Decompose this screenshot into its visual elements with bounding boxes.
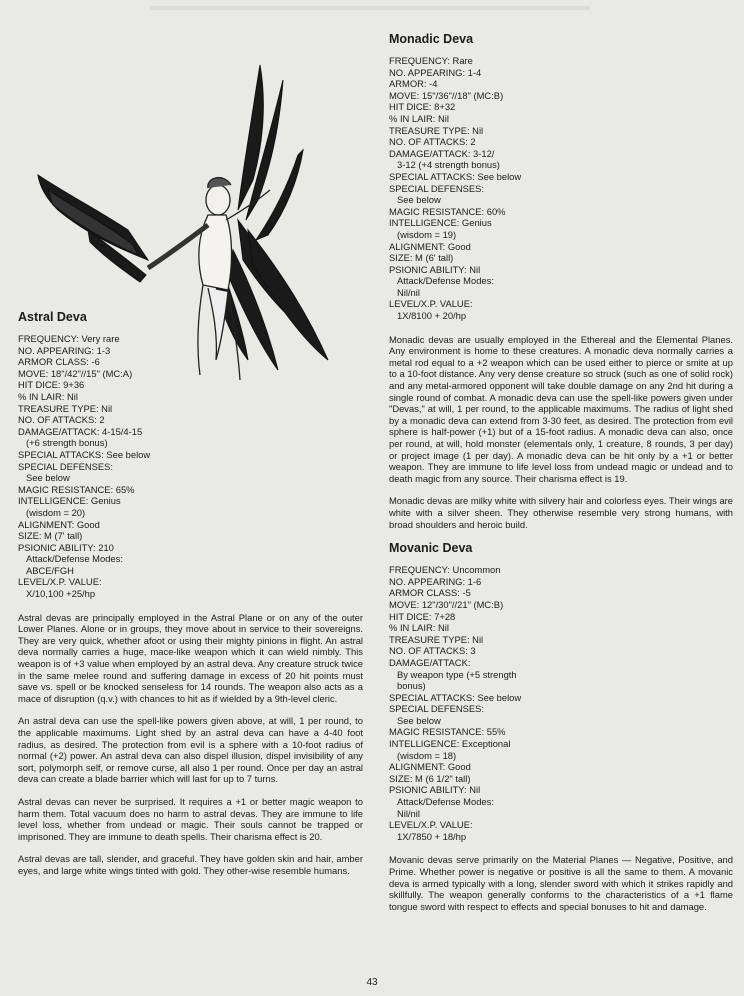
- stat-line: (wisdom = 18): [397, 749, 457, 761]
- stat-line: SPECIAL DEFENSES:: [389, 703, 484, 715]
- stat-line: DAMAGE/ATTACK: 3-12/: [389, 147, 495, 159]
- stat-line: MOVE: 18"/42"//15" (MC:A): [18, 367, 133, 379]
- monadic-deva-paragraph: Monadic devas are milky white with silvery hair and colorless eyes. Their wings are white with a silver sheen. They otherwise resemble very strong humans, with broad shoulders and heroic build.: [389, 495, 733, 530]
- stat-line: By weapon type (+5 strength: [397, 668, 517, 680]
- stat-line: TREASURE TYPE: Nil: [389, 633, 484, 645]
- stat-line: % IN LAIR: Nil: [389, 112, 449, 124]
- astral-deva-stats: [18, 333, 363, 600]
- stat-line: HIT DICE: 8+32: [389, 101, 456, 113]
- stat-line: FREQUENCY: Very rare: [18, 333, 120, 344]
- stat-line: PSIONIC ABILITY: Nil: [389, 784, 481, 796]
- stat-line: NO. OF ATTACKS: 2: [18, 414, 105, 426]
- stat-line: TREASURE TYPE: Nil: [18, 402, 113, 414]
- stat-line: MAGIC RESISTANCE: 65%: [18, 483, 135, 495]
- stat-line: Attack/Defense Modes:: [397, 275, 494, 287]
- stat-line: bonus): [397, 680, 426, 692]
- astral-deva-paragraph: Astral devas are principally employed in the Astral Plane or on any of the outer Lower Planes. Alone or in groups, they move about in service to their sovereigns. They are very quick, whether afoot or using their mighty pinions in flight. An astral deva normally carries a huge, mace-like weapon which it can wield nimbly. This weapon is of +3 value when employed by an astral deva. Any creature struck twice in the same melee round and suffering damage in excess of 20 hit points must save vs. spell or be knocked senseless for 14 rounds. The weapon also acts as a mace of disruption (q.v.) with chances to hit as if wielded by a 9th-level cleric.: [18, 611, 363, 704]
- stat-line: ARMOR CLASS: -6: [18, 356, 100, 368]
- stat-line: ARMOR: -4: [389, 78, 438, 90]
- stat-line: ABCE/FGH: [26, 564, 74, 576]
- stat-line: Attack/Defense Modes:: [26, 553, 123, 565]
- stat-line: Nil/nil: [397, 286, 420, 298]
- stat-line: SPECIAL ATTACKS: See below: [389, 691, 522, 703]
- stat-line: SPECIAL DEFENSES:: [389, 182, 484, 194]
- stat-line: ALIGNMENT: Good: [389, 240, 471, 252]
- stat-line: SIZE: M (6 1/2" tall): [389, 772, 471, 784]
- astral-deva-paragraph: An astral deva can use the spell-like powers given above, at will, 1 per round, to the applicable maximums. Light shed by an astral deva can have a 4-40 foot radius, as desired. The protection from evil is a sphere with a 10-foot radius of normal (+2) power. An astral deva can also dispel illusion, dispel invisibility of any sort, polymorph self, or remove curse, all also 1 per round. Once per day an astral deva can create a blade barrier which will last for up to 7 turns.: [18, 715, 363, 785]
- stat-line: See below: [397, 194, 441, 206]
- stat-line: See below: [26, 472, 70, 484]
- stat-line: MOVE: 12"/30"//21" (MC:B): [389, 598, 504, 610]
- stat-line: MAGIC RESISTANCE: 55%: [389, 726, 506, 738]
- stat-line: MOVE: 15"/36"//18" (MC:B): [389, 89, 504, 101]
- stat-line: % IN LAIR: Nil: [389, 622, 449, 634]
- stat-line: HIT DICE: 7+28: [389, 610, 456, 622]
- movanic-deva-heading: Movanic Deva: [389, 541, 473, 556]
- stat-line: Attack/Defense Modes:: [397, 796, 494, 808]
- astral-deva-heading: Astral Deva: [18, 310, 87, 324]
- stat-line: 1X/8100 + 20/hp: [397, 310, 467, 322]
- stat-line: INTELLIGENCE: Exceptional: [389, 738, 511, 750]
- page-number: 43: [366, 977, 378, 988]
- monadic-deva-paragraph: Monadic devas are usually employed in the Ethereal and the Elemental Planes. Any environment is home to these creatures. A monadic deva normally carries a metal rod equal to a +2 weapon which can be used either to pierce or smite at up to a 10-foot distance. Any very dense creature so struck (such as one of solid rock) and any metal-armored opponent will take double damage on any 2nd hit during a single round of combat. A monadic deva can use the spell-like powers given under "Devas," at will, 1 per round, to the applicable maximums. The radius of light shed by a monadic deva can extend from 3-30 feet, as desired. The protection from evil sphere is half-power (+1) but of a 15-foot radius. A monadic deva can also, once per round, at will, hold monster (elementals only, 1 creature, 8 rounds, 3 per day) or project image (1 per day). A monadic deva can be hit only by a +1 or better weapon. They are immune to life level loss from undead magic or undead and to death magic from any source. Their charisma effect is 19.: [389, 333, 733, 484]
- stat-line: SIZE: M (7' tall): [18, 530, 83, 542]
- stat-line: LEVEL/X.P. VALUE:: [389, 819, 473, 831]
- stat-line: (wisdom = 19): [397, 228, 457, 240]
- stat-line: NO. APPEARING: 1-4: [389, 66, 482, 78]
- bleed-through-text: [150, 6, 590, 10]
- stat-line: ALIGNMENT: Good: [389, 761, 471, 773]
- astral-deva-paragraph: Astral devas are tall, slender, and graceful. They have golden skin and hair, amber eyes, and large white wings tinted with gold. They other-wise resemble humans.: [18, 853, 363, 876]
- stat-line: PSIONIC ABILITY: 210: [18, 541, 114, 553]
- stat-line: PSIONIC ABILITY: Nil: [389, 263, 481, 275]
- stat-line: % IN LAIR: Nil: [18, 390, 78, 402]
- stat-line: FREQUENCY: Uncommon: [389, 564, 501, 576]
- stat-line: 3-12 (+4 strength bonus): [397, 159, 500, 171]
- stat-line: ALIGNMENT: Good: [18, 518, 100, 530]
- stat-line: SPECIAL DEFENSES:: [18, 460, 113, 472]
- stat-line: MAGIC RESISTANCE: 60%: [389, 205, 506, 217]
- right-column: [389, 32, 733, 923]
- stat-line: DAMAGE/ATTACK:: [389, 656, 471, 668]
- movanic-deva-stats: [389, 564, 733, 842]
- stat-line: FREQUENCY: Rare: [389, 55, 473, 66]
- stat-line: See below: [397, 714, 441, 726]
- stat-line: TREASURE TYPE: Nil: [389, 124, 484, 136]
- stat-line: SPECIAL ATTACKS: See below: [18, 448, 151, 460]
- stat-line: (wisdom = 20): [26, 506, 86, 518]
- stat-line: NO. OF ATTACKS: 3: [389, 645, 476, 657]
- stat-line: LEVEL/X.P. VALUE:: [18, 576, 102, 588]
- stat-line: Nil/nil: [397, 807, 420, 819]
- stat-line: INTELLIGENCE: Genius: [18, 495, 121, 507]
- astral-deva-paragraph: Astral devas can never be surprised. It requires a +1 or better magic weapon to harm them. Total vacuum does no harm to astral devas. They are immune to life level loss, whether from undead or magic. Their souls cannot be trapped or imprisoned. They are immune to death spells. Their charisma effect is 20.: [18, 795, 363, 842]
- stat-line: NO. APPEARING: 1-6: [389, 575, 482, 587]
- movanic-deva-paragraph: Movanic devas serve primarily on the Material Planes — Negative, Positive, and Prime. Whether power is negative or positive is all the same to them. A movanic deva is armed typically with a long, slender sword with which it strikes rapidly and skillfully. The weapon generally conforms to the characteristics of a +1 flame tongue sword with respect to effects and special bonuses to hit and damage.: [389, 854, 733, 912]
- stat-line: INTELLIGENCE: Genius: [389, 217, 492, 229]
- stat-line: X/10,100 +25/hp: [26, 588, 96, 600]
- stat-line: DAMAGE/ATTACK: 4-15/4-15: [18, 425, 143, 437]
- stat-line: SPECIAL ATTACKS: See below: [389, 170, 522, 182]
- stat-line: SIZE: M (6' tall): [389, 252, 454, 264]
- stat-line: LEVEL/X.P. VALUE:: [389, 298, 473, 310]
- stat-line: NO. APPEARING: 1-3: [18, 344, 111, 356]
- stat-line: 1X/7850 + 18/hp: [397, 830, 467, 842]
- monadic-deva-stats: [389, 55, 733, 322]
- stat-line: HIT DICE: 9+36: [18, 379, 85, 391]
- stat-line: NO. OF ATTACKS: 2: [389, 136, 476, 148]
- stat-line: ARMOR CLASS: -5: [389, 587, 471, 599]
- astral-deva-section: [18, 310, 363, 888]
- stat-line: (+6 strength bonus): [26, 437, 108, 449]
- monadic-deva-heading: Monadic Deva: [389, 32, 474, 46]
